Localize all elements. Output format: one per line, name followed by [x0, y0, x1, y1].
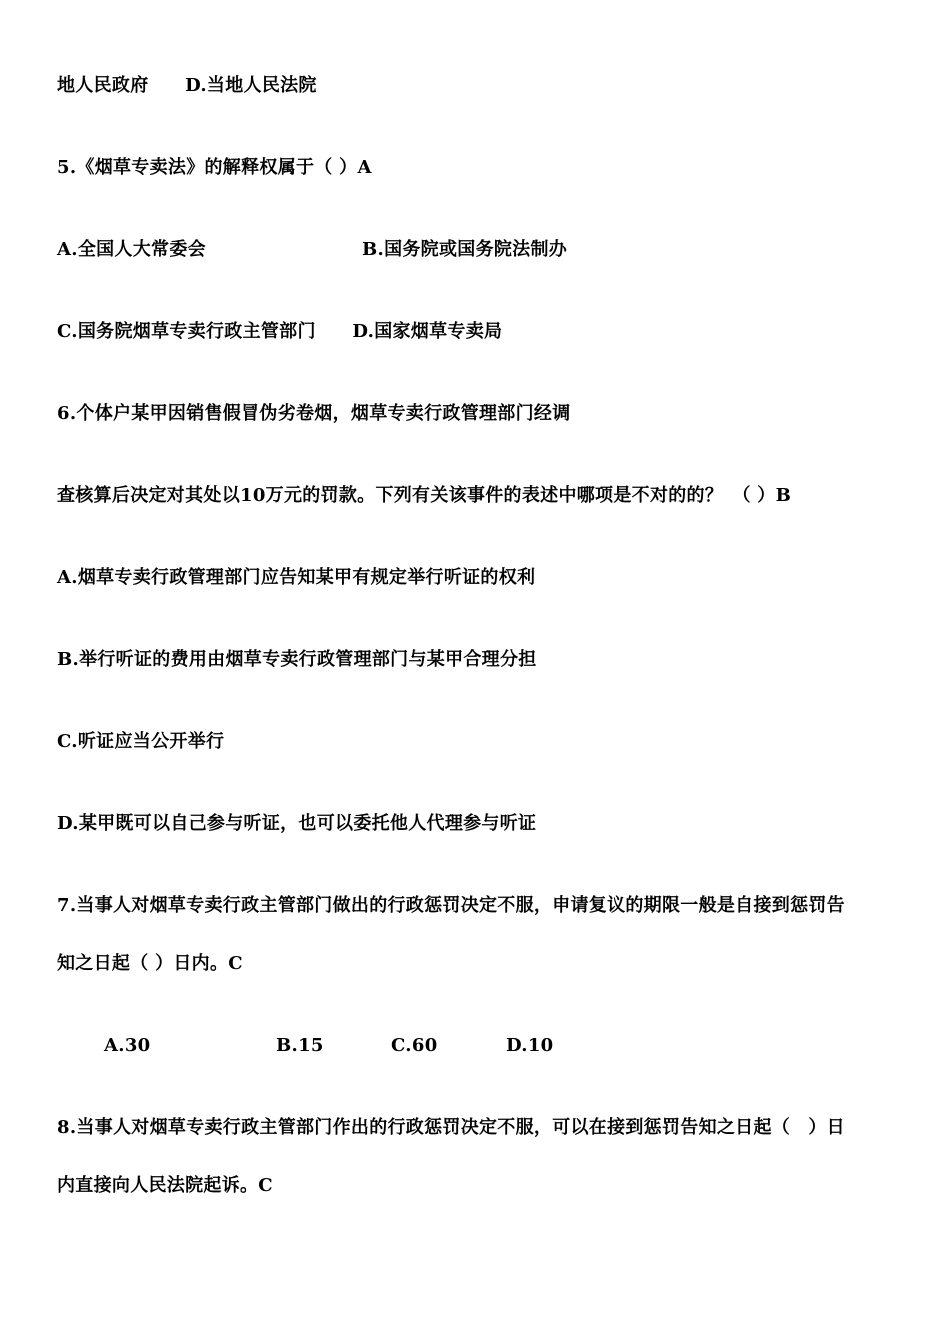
question-6-line-1: 6.个体户某甲因销售假冒伪劣卷烟，烟草专卖行政管理部门经调: [57, 403, 571, 424]
q6-option-c: C.听证应当公开举行: [57, 731, 225, 752]
text-line-prev-answer: 地人民政府 D.当地人民法院: [57, 75, 317, 96]
question-7-line-2: 知之日起（ ）日内。C: [57, 953, 243, 974]
q6-option-d: D.某甲既可以自己参与听证，也可以委托他人代理参与听证: [57, 813, 537, 834]
q6-option-b: B.举行听证的费用由烟草专卖行政管理部门与某甲合理分担: [57, 649, 537, 670]
q7-option-b: B.15: [276, 1035, 324, 1056]
q5-option-b: B.国务院或国务院法制办: [362, 239, 568, 260]
q7-option-d: D.10: [506, 1035, 554, 1056]
q5-option-a: A.全国人大常委会: [57, 239, 206, 260]
q6-option-a: A.烟草专卖行政管理部门应告知某甲有规定举行听证的权利: [57, 567, 536, 588]
question-6-line-2: 查核算后决定对其处以10万元的罚款。下列有关该事件的表述中哪项是不对的的？ （ ）B: [57, 485, 792, 506]
question-8-line-2: 内直接向人民法院起诉。C: [57, 1175, 273, 1196]
q7-option-c: C.60: [391, 1035, 438, 1056]
q5-options-cd: C.国务院烟草专卖行政主管部门 D.国家烟草专卖局: [57, 321, 503, 342]
question-5: 5.《烟草专卖法》的解释权属于（ ）A: [57, 157, 372, 178]
question-8-line-1: 8.当事人对烟草专卖行政主管部门作出的行政惩罚决定不服，可以在接到惩罚告知之日起（ ）日: [57, 1117, 845, 1138]
question-7-line-1: 7.当事人对烟草专卖行政主管部门做出的行政惩罚决定不服，申请复议的期限一般是自接到惩罚告: [57, 895, 845, 916]
q7-option-a: A.30: [104, 1035, 151, 1056]
